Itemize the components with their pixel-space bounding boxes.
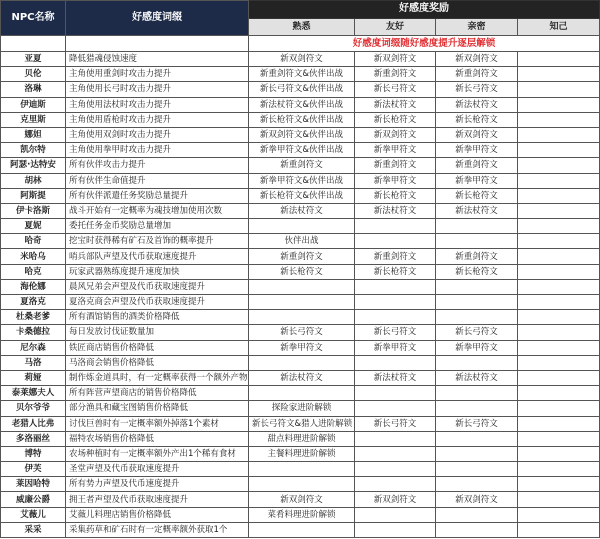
reward-confidant-cell bbox=[518, 325, 600, 340]
reward-friendly-cell: 新重剑符文 bbox=[355, 158, 436, 173]
reward-intimate-cell bbox=[436, 234, 518, 249]
reward-confidant-cell bbox=[518, 340, 600, 355]
npc-name-cell: 海伦娜 bbox=[1, 279, 66, 294]
npc-name-cell: 采采 bbox=[1, 522, 66, 537]
table-row bbox=[1, 249, 600, 264]
reward-confidant-cell bbox=[518, 462, 600, 477]
table-row bbox=[1, 52, 600, 67]
reward-confidant-cell bbox=[518, 522, 600, 537]
table-row bbox=[1, 82, 600, 97]
npc-name-cell: 老猎人比弗 bbox=[1, 416, 66, 431]
reward-confidant-cell bbox=[518, 295, 600, 310]
affix-cell: 主角使用重剑时攻击力提升 bbox=[66, 67, 249, 82]
reward-friendly-cell: 新长枪符文 bbox=[355, 264, 436, 279]
table-row bbox=[1, 507, 600, 522]
reward-confidant-cell bbox=[518, 477, 600, 492]
affix-cell: 所有酒馆销售的酒类价格降低 bbox=[66, 310, 249, 325]
header-level-confidant: 知己 bbox=[518, 18, 600, 36]
header-affix: 好感度词缀 bbox=[66, 1, 249, 36]
reward-familiar-cell: 新拳甲符文&伙伴出战 bbox=[249, 173, 355, 188]
reward-familiar-cell: 新法杖符文 bbox=[249, 370, 355, 385]
header-level-familiar: 熟悉 bbox=[249, 18, 355, 36]
reward-familiar-cell bbox=[249, 477, 355, 492]
reward-confidant-cell bbox=[518, 279, 600, 294]
reward-familiar-cell bbox=[249, 279, 355, 294]
reward-confidant-cell bbox=[518, 264, 600, 279]
npc-name-cell: 夏妮 bbox=[1, 219, 66, 234]
affix-cell: 哨兵部队声望及代币获取速度提升 bbox=[66, 249, 249, 264]
reward-friendly-cell: 新法杖符文 bbox=[355, 97, 436, 112]
table-row bbox=[1, 310, 600, 325]
npc-name-cell: 威廉公爵 bbox=[1, 492, 66, 507]
reward-friendly-cell: 新长弓符文 bbox=[355, 82, 436, 97]
reward-confidant-cell bbox=[518, 173, 600, 188]
reward-confidant-cell bbox=[518, 127, 600, 142]
reward-familiar-cell: 新重剑符文&伙伴出战 bbox=[249, 67, 355, 82]
affix-cell: 所有伙伴生命值提升 bbox=[66, 173, 249, 188]
reward-confidant-cell bbox=[518, 112, 600, 127]
npc-name-cell: 哈克 bbox=[1, 264, 66, 279]
affix-cell: 战斗开始有一定概率为魂技增加使用次数 bbox=[66, 203, 249, 218]
npc-name-cell: 多洛丽丝 bbox=[1, 431, 66, 446]
affix-cell: 铁匠商店销售价格降低 bbox=[66, 340, 249, 355]
affix-cell: 主角使用双剑时攻击力提升 bbox=[66, 127, 249, 142]
reward-confidant-cell bbox=[518, 355, 600, 370]
reward-friendly-cell: 新长枪符文 bbox=[355, 188, 436, 203]
affix-cell: 夏洛克商会声望及代币获取速度提升 bbox=[66, 295, 249, 310]
reward-friendly-cell: 新双剑符文 bbox=[355, 127, 436, 142]
notice-row bbox=[1, 36, 600, 52]
reward-intimate-cell: 新拳甲符文 bbox=[436, 340, 518, 355]
reward-friendly-cell bbox=[355, 295, 436, 310]
affix-cell: 晨风兄弟会声望及代币获取速度提升 bbox=[66, 279, 249, 294]
npc-name-cell: 阿瑟·达特安 bbox=[1, 158, 66, 173]
table-row bbox=[1, 295, 600, 310]
table-row bbox=[1, 431, 600, 446]
reward-confidant-cell bbox=[518, 386, 600, 401]
reward-confidant-cell bbox=[518, 67, 600, 82]
reward-confidant-cell bbox=[518, 492, 600, 507]
affix-cell: 圣堂声望及代币获取速度提升 bbox=[66, 462, 249, 477]
npc-name-cell: 克里斯 bbox=[1, 112, 66, 127]
reward-intimate-cell: 新双剑符文 bbox=[436, 52, 518, 67]
notice-blank-cell bbox=[1, 36, 66, 52]
affix-cell: 所有伙伴攻击力提升 bbox=[66, 158, 249, 173]
reward-confidant-cell bbox=[518, 158, 600, 173]
npc-name-cell: 莱因哈特 bbox=[1, 477, 66, 492]
reward-familiar-cell: 新长弓符文 bbox=[249, 325, 355, 340]
header-level-friendly: 友好 bbox=[355, 18, 436, 36]
npc-name-cell: 胡林 bbox=[1, 173, 66, 188]
table-row bbox=[1, 416, 600, 431]
npc-name-cell: 伊芙 bbox=[1, 462, 66, 477]
reward-familiar-cell: 新长枪符文 bbox=[249, 264, 355, 279]
npc-name-cell: 凯尔特 bbox=[1, 143, 66, 158]
affix-cell: 挖宝时获得稀有矿石及首饰的概率提升 bbox=[66, 234, 249, 249]
reward-friendly-cell bbox=[355, 219, 436, 234]
reward-familiar-cell bbox=[249, 462, 355, 477]
reward-familiar-cell: 新双剑符文&伙伴出战 bbox=[249, 127, 355, 142]
npc-name-cell: 莉娅 bbox=[1, 370, 66, 385]
reward-intimate-cell: 新重剑符文 bbox=[436, 67, 518, 82]
reward-intimate-cell bbox=[436, 279, 518, 294]
table-row bbox=[1, 188, 600, 203]
reward-intimate-cell bbox=[436, 431, 518, 446]
table-row bbox=[1, 173, 600, 188]
npc-name-cell: 洛琳 bbox=[1, 82, 66, 97]
reward-friendly-cell: 新法杖符文 bbox=[355, 370, 436, 385]
reward-familiar-cell bbox=[249, 386, 355, 401]
reward-friendly-cell bbox=[355, 431, 436, 446]
reward-familiar-cell: 新长枪符文&伙伴出战 bbox=[249, 112, 355, 127]
npc-name-cell: 米哈乌 bbox=[1, 249, 66, 264]
reward-familiar-cell bbox=[249, 355, 355, 370]
table-row bbox=[1, 203, 600, 218]
table-row bbox=[1, 219, 600, 234]
reward-intimate-cell bbox=[436, 386, 518, 401]
reward-familiar-cell: 新法杖符文&伙伴出战 bbox=[249, 97, 355, 112]
header-npc-name: NPC名称 bbox=[1, 1, 66, 36]
reward-familiar-cell: 新法杖符文 bbox=[249, 203, 355, 218]
affix-cell: 讨伐巨兽时有一定概率额外掉落1个素材 bbox=[66, 416, 249, 431]
notice-blank-cell bbox=[66, 36, 249, 52]
reward-confidant-cell bbox=[518, 188, 600, 203]
table-row bbox=[1, 340, 600, 355]
table-row bbox=[1, 112, 600, 127]
reward-familiar-cell bbox=[249, 295, 355, 310]
reward-intimate-cell bbox=[436, 310, 518, 325]
affix-cell: 拥王者声望及代币获取速度提升 bbox=[66, 492, 249, 507]
table-row bbox=[1, 355, 600, 370]
reward-confidant-cell bbox=[518, 431, 600, 446]
reward-familiar-cell: 新双剑符文 bbox=[249, 52, 355, 67]
affix-cell: 采集药草和矿石时有一定概率额外获取1个 bbox=[66, 522, 249, 537]
reward-confidant-cell bbox=[518, 52, 600, 67]
table-row bbox=[1, 462, 600, 477]
reward-intimate-cell: 新长弓符文 bbox=[436, 325, 518, 340]
table-row bbox=[1, 279, 600, 294]
reward-intimate-cell: 新法杖符文 bbox=[436, 97, 518, 112]
reward-friendly-cell bbox=[355, 310, 436, 325]
reward-friendly-cell: 新法杖符文 bbox=[355, 203, 436, 218]
reward-intimate-cell: 新长弓符文 bbox=[436, 416, 518, 431]
affix-cell: 主角使用法杖时攻击力提升 bbox=[66, 97, 249, 112]
affix-cell: 制作炼金道具时，有一定概率获得一个额外产物 bbox=[66, 370, 249, 385]
affix-cell: 每日发放讨伐证数量加 bbox=[66, 325, 249, 340]
reward-intimate-cell bbox=[436, 295, 518, 310]
reward-friendly-cell: 新重剑符文 bbox=[355, 249, 436, 264]
reward-friendly-cell: 新拳甲符文 bbox=[355, 173, 436, 188]
npc-name-cell: 娜妲 bbox=[1, 127, 66, 142]
reward-familiar-cell: 新重剑符文 bbox=[249, 158, 355, 173]
npc-name-cell: 伊迪斯 bbox=[1, 97, 66, 112]
reward-friendly-cell: 新双剑符文 bbox=[355, 52, 436, 67]
table-row bbox=[1, 67, 600, 82]
reward-friendly-cell: 新拳甲符文 bbox=[355, 143, 436, 158]
reward-familiar-cell bbox=[249, 310, 355, 325]
npc-name-cell: 马洛 bbox=[1, 355, 66, 370]
reward-familiar-cell: 新双剑符文 bbox=[249, 492, 355, 507]
affix-cell: 玩家武器熟练度提升速度加快 bbox=[66, 264, 249, 279]
table-row bbox=[1, 370, 600, 385]
table-row bbox=[1, 234, 600, 249]
npc-name-cell: 杜桑老爹 bbox=[1, 310, 66, 325]
affix-cell: 部分渔具和藏宝图销售价格降低 bbox=[66, 401, 249, 416]
reward-familiar-cell: 新长枪符文&伙伴出战 bbox=[249, 188, 355, 203]
reward-friendly-cell: 新双剑符文 bbox=[355, 492, 436, 507]
table-row bbox=[1, 264, 600, 279]
reward-friendly-cell bbox=[355, 477, 436, 492]
reward-friendly-cell bbox=[355, 446, 436, 461]
reward-intimate-cell: 新长枪符文 bbox=[436, 264, 518, 279]
reward-friendly-cell bbox=[355, 386, 436, 401]
reward-confidant-cell bbox=[518, 203, 600, 218]
reward-intimate-cell: 新双剑符文 bbox=[436, 127, 518, 142]
reward-familiar-cell bbox=[249, 219, 355, 234]
reward-intimate-cell bbox=[436, 507, 518, 522]
table-row bbox=[1, 97, 600, 112]
affix-cell: 主角使用盾枪时攻击力提升 bbox=[66, 112, 249, 127]
header-level-intimate: 亲密 bbox=[436, 18, 518, 36]
table-row bbox=[1, 446, 600, 461]
reward-confidant-cell bbox=[518, 446, 600, 461]
npc-name-cell: 亚夏 bbox=[1, 52, 66, 67]
table-row bbox=[1, 143, 600, 158]
reward-friendly-cell: 新拳甲符文 bbox=[355, 340, 436, 355]
reward-confidant-cell bbox=[518, 507, 600, 522]
table-row bbox=[1, 127, 600, 142]
table-row bbox=[1, 477, 600, 492]
reward-confidant-cell bbox=[518, 249, 600, 264]
affix-cell: 委托任务金币奖励总量增加 bbox=[66, 219, 249, 234]
reward-confidant-cell bbox=[518, 82, 600, 97]
reward-intimate-cell: 新双剑符文 bbox=[436, 492, 518, 507]
reward-intimate-cell bbox=[436, 446, 518, 461]
reward-intimate-cell: 新长枪符文 bbox=[436, 188, 518, 203]
reward-familiar-cell: 探险家进阶解锁 bbox=[249, 401, 355, 416]
reward-friendly-cell: 新长弓符文 bbox=[355, 325, 436, 340]
reward-friendly-cell bbox=[355, 522, 436, 537]
npc-name-cell: 伊卡洛斯 bbox=[1, 203, 66, 218]
reward-confidant-cell bbox=[518, 234, 600, 249]
npc-name-cell: 贝尔爷爷 bbox=[1, 401, 66, 416]
reward-intimate-cell bbox=[436, 522, 518, 537]
table-row bbox=[1, 386, 600, 401]
reward-confidant-cell bbox=[518, 370, 600, 385]
reward-familiar-cell: 新长弓符文&伙伴出战 bbox=[249, 82, 355, 97]
header-reward-group: 好感度奖励 bbox=[249, 1, 600, 19]
reward-friendly-cell bbox=[355, 507, 436, 522]
reward-confidant-cell bbox=[518, 310, 600, 325]
npc-name-cell: 哈奇 bbox=[1, 234, 66, 249]
reward-intimate-cell bbox=[436, 401, 518, 416]
table-row bbox=[1, 325, 600, 340]
reward-confidant-cell bbox=[518, 219, 600, 234]
affix-cell: 所有伙伴派遣任务奖励总量提升 bbox=[66, 188, 249, 203]
reward-intimate-cell bbox=[436, 477, 518, 492]
affix-cell: 福特农场销售价格降低 bbox=[66, 431, 249, 446]
npc-name-cell: 尼尔森 bbox=[1, 340, 66, 355]
reward-familiar-cell: 甜点料理进阶解锁 bbox=[249, 431, 355, 446]
reward-friendly-cell bbox=[355, 279, 436, 294]
table-row bbox=[1, 492, 600, 507]
affix-cell: 所有阵营声望商店的销售价格降低 bbox=[66, 386, 249, 401]
affix-cell: 所有势力声望及代币速度提升 bbox=[66, 477, 249, 492]
reward-friendly-cell: 新长枪符文 bbox=[355, 112, 436, 127]
reward-intimate-cell: 新重剑符文 bbox=[436, 158, 518, 173]
reward-intimate-cell: 新长弓符文 bbox=[436, 82, 518, 97]
affix-cell: 农场种植时有一定概率额外产出1个稀有食材 bbox=[66, 446, 249, 461]
affix-cell: 降低猎魂侵蚀速度 bbox=[66, 52, 249, 67]
affix-cell: 主角使用拳甲时攻击力提升 bbox=[66, 143, 249, 158]
affix-cell: 主角使用长弓时攻击力提升 bbox=[66, 82, 249, 97]
reward-intimate-cell bbox=[436, 219, 518, 234]
table-body bbox=[1, 36, 600, 538]
reward-familiar-cell: 主餐料理进阶解锁 bbox=[249, 446, 355, 461]
table-row bbox=[1, 401, 600, 416]
reward-intimate-cell: 新长枪符文 bbox=[436, 112, 518, 127]
affix-cell: 马洛商会销售价格降低 bbox=[66, 355, 249, 370]
reward-familiar-cell: 菜肴料理进阶解锁 bbox=[249, 507, 355, 522]
unlock-notice: 好感度词缀随好感度提升逐层解锁 bbox=[249, 36, 600, 52]
reward-familiar-cell: 新重剑符文 bbox=[249, 249, 355, 264]
reward-friendly-cell bbox=[355, 234, 436, 249]
reward-familiar-cell: 伙伴出战 bbox=[249, 234, 355, 249]
affix-cell: 艾薇儿料理店销售价格降低 bbox=[66, 507, 249, 522]
reward-familiar-cell: 新长弓符文&猎人进阶解锁 bbox=[249, 416, 355, 431]
npc-name-cell: 贝伦 bbox=[1, 67, 66, 82]
table-row bbox=[1, 522, 600, 537]
reward-intimate-cell bbox=[436, 355, 518, 370]
npc-name-cell: 艾薇儿 bbox=[1, 507, 66, 522]
npc-name-cell: 泰莱娜夫人 bbox=[1, 386, 66, 401]
reward-friendly-cell bbox=[355, 462, 436, 477]
reward-intimate-cell bbox=[436, 462, 518, 477]
reward-confidant-cell bbox=[518, 143, 600, 158]
npc-name-cell: 博特 bbox=[1, 446, 66, 461]
reward-friendly-cell bbox=[355, 355, 436, 370]
npc-name-cell: 阿斯提 bbox=[1, 188, 66, 203]
reward-friendly-cell: 新长弓符文 bbox=[355, 416, 436, 431]
reward-familiar-cell: 新拳甲符文&伙伴出战 bbox=[249, 143, 355, 158]
reward-confidant-cell bbox=[518, 416, 600, 431]
npc-name-cell: 夏洛克 bbox=[1, 295, 66, 310]
reward-familiar-cell: 新拳甲符文 bbox=[249, 340, 355, 355]
table-row bbox=[1, 158, 600, 173]
reward-intimate-cell: 新拳甲符文 bbox=[436, 143, 518, 158]
npc-name-cell: 卡桑德拉 bbox=[1, 325, 66, 340]
reward-friendly-cell: 新重剑符文 bbox=[355, 67, 436, 82]
reward-intimate-cell: 新法杖符文 bbox=[436, 370, 518, 385]
reward-friendly-cell bbox=[355, 401, 436, 416]
reward-confidant-cell bbox=[518, 97, 600, 112]
reward-intimate-cell: 新法杖符文 bbox=[436, 203, 518, 218]
reward-confidant-cell bbox=[518, 401, 600, 416]
reward-intimate-cell: 新重剑符文 bbox=[436, 249, 518, 264]
reward-familiar-cell bbox=[249, 522, 355, 537]
reward-intimate-cell: 新拳甲符文 bbox=[436, 173, 518, 188]
